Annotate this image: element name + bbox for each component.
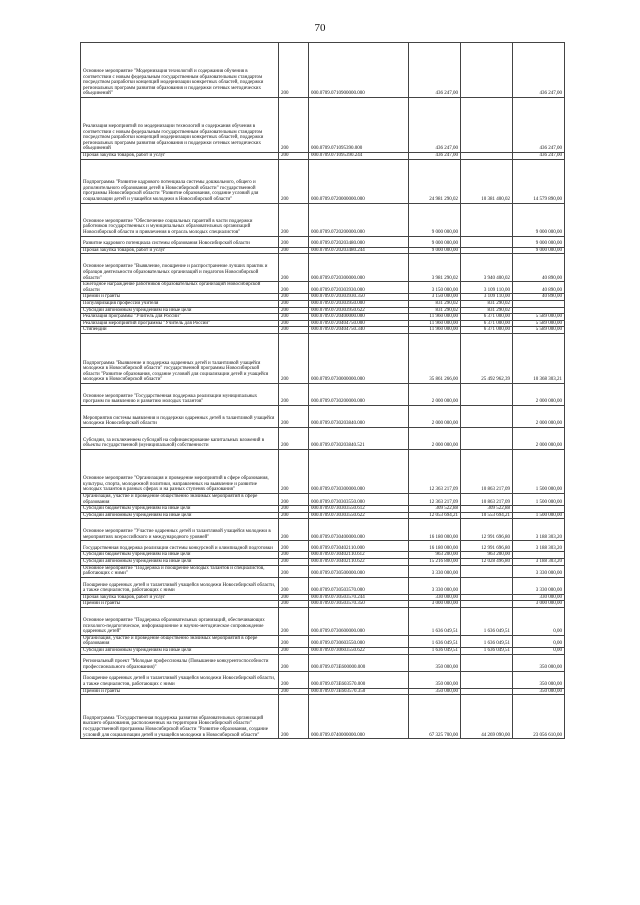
ministry-code-cell: 200	[279, 320, 309, 327]
classification-code-cell: 000.0709.0720303950.622	[309, 307, 409, 314]
ministry-code-cell: 200	[279, 493, 309, 505]
expense-name-cell: Прочая закупка товаров, работ и услуг	[81, 594, 279, 601]
regional-amount-cell: 23 056 610,00	[513, 695, 565, 739]
regional-amount-cell: 5 589 000,00	[513, 320, 565, 327]
classification-code-cell: 000.0709.0730600000.000	[309, 607, 409, 635]
regional-amount-cell: 1 500 000,00	[513, 512, 565, 519]
table-row	[81, 427, 565, 449]
classification-code-cell: 000.0709.0720300000.000	[309, 254, 409, 282]
table-row	[81, 327, 565, 334]
table-row	[81, 282, 565, 294]
total-amount-cell: 35 861 266,00	[409, 333, 461, 383]
classification-code-cell: 000.0709.0730402110.622	[309, 558, 409, 565]
classification-code-cell: 000.0709.0720203480.244	[309, 247, 409, 254]
table-row	[81, 577, 565, 594]
classification-code-cell: 000.0709.0730402110.612	[309, 552, 409, 559]
total-amount-cell: 963 200,00	[409, 552, 461, 559]
ministry-code-cell: 200	[279, 300, 309, 307]
total-amount-cell: 12 053 694,21	[409, 512, 461, 519]
expense-name-cell: Ежегодное награждение работников образовательных организаций Новосибирской области	[81, 282, 279, 294]
regional-amount-cell: 5 589 000,00	[513, 314, 565, 321]
table-row	[81, 565, 565, 577]
expense-name-cell: Премии и гранты	[81, 294, 279, 301]
ministry-code-cell: 200	[279, 688, 309, 695]
classification-code-cell: 000.0709.0720400000.000	[309, 314, 409, 321]
classification-code-cell: 000.0709.071095390.000	[309, 98, 409, 153]
regional-amount-cell: 2 000 000,00	[513, 383, 565, 405]
regional-amount-cell: 0,00	[513, 607, 565, 635]
total-amount-cell: 9 000 000,00	[409, 236, 461, 247]
table-row	[81, 512, 565, 519]
ministry-code-cell: 200	[279, 307, 309, 314]
federal-amount-cell: 3 109 110,00	[461, 294, 513, 301]
ministry-code-cell: 200	[279, 333, 309, 383]
total-amount-cell: 3 330 000,00	[409, 565, 461, 577]
ministry-code-cell: 200	[279, 247, 309, 254]
total-amount-cell: 67 325 700,00	[409, 695, 461, 739]
ministry-code-cell: 200	[279, 648, 309, 655]
classification-code-cell: 000.0709.0730400000.000	[309, 519, 409, 541]
federal-amount-cell: 10 553 694,21	[461, 512, 513, 519]
ministry-code-cell: 200	[279, 671, 309, 688]
ministry-code-cell: 200	[279, 449, 309, 493]
federal-amount-cell	[461, 153, 513, 160]
ministry-code-cell: 200	[279, 314, 309, 321]
ministry-code-cell: 200	[279, 695, 309, 739]
expense-name-cell: Основное мероприятие "Выявление, поощрение и распространение лучших практик и образцов деятельности образовательных организаций и педагогов Новосибирской области"	[81, 254, 279, 282]
federal-amount-cell: 3 940 400,02	[461, 254, 513, 282]
classification-code-cell: 000.0709.0730500000.000	[309, 565, 409, 577]
expense-name-cell: Реализация мероприятий программы "Учитель для России"	[81, 320, 279, 327]
federal-amount-cell: 1 636 049,51	[461, 607, 513, 635]
expense-name-cell: Организация, участие и проведение общественно значимых мероприятий в сфере образования	[81, 635, 279, 647]
federal-amount-cell	[461, 654, 513, 671]
classification-code-cell: 000.0709.0720404750.000	[309, 320, 409, 327]
federal-amount-cell: 10 863 217,09	[461, 493, 513, 505]
classification-code-cell: 000.0709.0720303930.000	[309, 282, 409, 294]
expense-name-cell: Прочая закупка товаров, работ и услуг	[81, 247, 279, 254]
table-row	[81, 307, 565, 314]
federal-amount-cell	[461, 688, 513, 695]
total-amount-cell: 1 636 049,51	[409, 648, 461, 655]
table-row	[81, 506, 565, 513]
regional-amount-cell: 3 330 000,00	[513, 577, 565, 594]
expense-name-cell: Премии и гранты	[81, 688, 279, 695]
federal-amount-cell	[461, 427, 513, 449]
federal-amount-cell: 1 636 049,51	[461, 635, 513, 647]
federal-amount-cell: 6 371 000,00	[461, 314, 513, 321]
table-row	[81, 254, 565, 282]
regional-amount-cell	[513, 506, 565, 513]
total-amount-cell: 436 247,00	[409, 43, 461, 98]
classification-code-cell: 000.0709.0730303550.622	[309, 512, 409, 519]
federal-amount-cell: 1 636 049,51	[461, 648, 513, 655]
regional-amount-cell: 40 890,00	[513, 294, 565, 301]
table-row	[81, 203, 565, 236]
expense-name-cell: Премии и гранты	[81, 601, 279, 608]
regional-amount-cell: 3 188 303,20	[513, 519, 565, 541]
ministry-code-cell: 200	[279, 512, 309, 519]
regional-amount-cell: 9 000 000,00	[513, 247, 565, 254]
ministry-code-cell: 200	[279, 601, 309, 608]
regional-amount-cell	[513, 552, 565, 559]
table-row	[81, 320, 565, 327]
regional-amount-cell: 3 000 000,00	[513, 601, 565, 608]
expense-name-cell: Субсидии автономным учреждениям на иные цели	[81, 307, 279, 314]
expense-name-cell: Стипендии	[81, 327, 279, 334]
table-row	[81, 300, 565, 307]
regional-amount-cell: 436 247,00	[513, 43, 565, 98]
regional-amount-cell: 1 500 000,00	[513, 449, 565, 493]
table-row	[81, 688, 565, 695]
federal-amount-cell: 963 200,00	[461, 552, 513, 559]
total-amount-cell: 24 981 290,02	[409, 159, 461, 203]
table-row	[81, 493, 565, 505]
total-amount-cell: 9 000 000,00	[409, 203, 461, 236]
total-amount-cell: 11 960 000,00	[409, 320, 461, 327]
table-row	[81, 314, 565, 321]
budget-table	[80, 42, 565, 739]
federal-amount-cell: 309 522,88	[461, 506, 513, 513]
regional-amount-cell: 350 000,00	[513, 671, 565, 688]
ministry-code-cell: 200	[279, 294, 309, 301]
table-row	[81, 601, 565, 608]
regional-amount-cell: 2 000 000,00	[513, 405, 565, 427]
table-row	[81, 635, 565, 647]
regional-amount-cell: 1 500 000,00	[513, 493, 565, 505]
table-row	[81, 519, 565, 541]
table-row	[81, 648, 565, 655]
total-amount-cell: 309 522,88	[409, 506, 461, 513]
ministry-code-cell: 200	[279, 405, 309, 427]
classification-code-cell: 000.0709.0720203480.000	[309, 236, 409, 247]
expense-name-cell: Основное мероприятие "Поддержка образовательных организаций, обеспечивающих психолого-педагогическое, информационное и научно-методическое сопровождение одаренных детей"	[81, 607, 279, 635]
classification-code-cell: 000.0709.0730203840.521	[309, 427, 409, 449]
classification-code-cell: 000.0709.0720000000.000	[309, 159, 409, 203]
classification-code-cell: 000.0709.0730300000.000	[309, 449, 409, 493]
ministry-code-cell: 200	[279, 98, 309, 153]
total-amount-cell: 11 960 000,00	[409, 327, 461, 334]
table-row	[81, 594, 565, 601]
expense-name-cell: Реализация мероприятий по модернизации технологий и содержания обучения в соответствии с новым федеральным государственным образовательным стандартом посредством разработки концепций модернизации конкретных областей, поддержки региональных программ развития образования и поддержки сетевых методических объединений	[81, 98, 279, 153]
total-amount-cell: 2 000 000,00	[409, 427, 461, 449]
expense-name-cell: Прочая закупка товаров, работ и услуг	[81, 153, 279, 160]
table-row	[81, 541, 565, 552]
regional-amount-cell: 14 579 890,00	[513, 159, 565, 203]
regional-amount-cell: 40 890,00	[513, 254, 565, 282]
classification-code-cell: 000.0709.073E603570.350	[309, 688, 409, 695]
expense-name-cell: Основное мероприятие "Обеспечение социальных гарантий в части поддержки работников государственных и муниципальных образовательных организаций Новосибирской области и привлечения в отрасль молодых специалистов"	[81, 203, 279, 236]
table-row	[81, 552, 565, 559]
federal-amount-cell	[461, 383, 513, 405]
ministry-code-cell: 200	[279, 541, 309, 552]
federal-amount-cell: 25 492 962,39	[461, 333, 513, 383]
table-row	[81, 695, 565, 739]
total-amount-cell: 3 000 000,00	[409, 601, 461, 608]
expense-name-cell: Организация, участие и проведение общественно значимых мероприятий в сфере образования	[81, 493, 279, 505]
classification-code-cell: 000.0709.073E603570.000	[309, 671, 409, 688]
total-amount-cell: 1 636 049,51	[409, 635, 461, 647]
total-amount-cell: 16 180 000,00	[409, 519, 461, 541]
classification-code-cell: 000.0709.0730402110.000	[309, 541, 409, 552]
expense-name-cell: Основное мероприятие "Организация и проведение мероприятий в сфере образования, культуры, спорта, молодежной политики, направленных на выявление и развитие молодых талантов в разных сферах и на разных ступенях образования"	[81, 449, 279, 493]
ministry-code-cell: 200	[279, 43, 309, 98]
federal-amount-cell: 831 290,02	[461, 307, 513, 314]
ministry-code-cell: 200	[279, 519, 309, 541]
federal-amount-cell	[461, 236, 513, 247]
expense-name-cell: Подпрограмма "Развитие кадрового потенциала системы дошкольного, общего и дополнительного образования детей в Новосибирской области" государственной программы Новосибирской области "Развитие образования, создание условий для социализации детей и учащейся молодежи в Новосибирской области"	[81, 159, 279, 203]
regional-amount-cell: 40 890,00	[513, 282, 565, 294]
total-amount-cell: 1 636 049,51	[409, 607, 461, 635]
regional-amount-cell: 0,00	[513, 635, 565, 647]
ministry-code-cell: 200	[279, 552, 309, 559]
regional-amount-cell: 436 247,00	[513, 153, 565, 160]
federal-amount-cell: 831 290,02	[461, 300, 513, 307]
regional-amount-cell: 3 330 000,00	[513, 565, 565, 577]
expense-name-cell: Основное мероприятие "Участие одаренных детей и талантливой учащейся молодежи в мероприятиях всероссийского и международного уровней"	[81, 519, 279, 541]
regional-amount-cell: 2 000 000,00	[513, 427, 565, 449]
page-number: 70	[314, 22, 326, 34]
federal-amount-cell	[461, 43, 513, 98]
classification-code-cell: 000.0709.0710900000.000	[309, 43, 409, 98]
regional-amount-cell: 436 247,00	[513, 98, 565, 153]
expense-name-cell: Субсидии бюджетным учреждениям на иные цели	[81, 506, 279, 513]
regional-amount-cell: 10 368 303,21	[513, 333, 565, 383]
ministry-code-cell: 200	[279, 654, 309, 671]
federal-amount-cell	[461, 577, 513, 594]
classification-code-cell: 000.0709.0730203840.000	[309, 405, 409, 427]
total-amount-cell: 16 180 000,00	[409, 541, 461, 552]
ministry-code-cell: 200	[279, 159, 309, 203]
expense-name-cell: Субсидии автономным учреждениям на иные цели	[81, 512, 279, 519]
table-row	[81, 153, 565, 160]
table-row	[81, 405, 565, 427]
federal-amount-cell: 10 381 400,02	[461, 159, 513, 203]
expense-name-cell: Субсидии, за исключением субсидий на софинансирование капитальных вложений в объекты государственной (муниципальной) собственности	[81, 427, 279, 449]
total-amount-cell: 3 150 000,00	[409, 282, 461, 294]
classification-code-cell: 000.0709.0720404750.340	[309, 327, 409, 334]
total-amount-cell: 436 247,00	[409, 98, 461, 153]
expense-name-cell: Реализация программы "Учитель для России"	[81, 314, 279, 321]
federal-amount-cell: 12 028 496,80	[461, 558, 513, 565]
total-amount-cell: 12 363 217,09	[409, 493, 461, 505]
classification-code-cell: 000.0709.0730603550.622	[309, 648, 409, 655]
classification-code-cell: 000.0709.073E600000.000	[309, 654, 409, 671]
expense-name-cell: Государственная поддержка реализации системы конкурсной и олимпиадной подготовки	[81, 541, 279, 552]
classification-code-cell: 000.0709.0730503570.000	[309, 577, 409, 594]
regional-amount-cell: 5 589 000,00	[513, 327, 565, 334]
regional-amount-cell: 9 000 000,00	[513, 236, 565, 247]
table-row	[81, 98, 565, 153]
total-amount-cell: 2 000 000,00	[409, 405, 461, 427]
classification-code-cell: 000.0709.0720303950.000	[309, 300, 409, 307]
expense-name-cell: Субсидии бюджетным учреждениям на иные цели	[81, 552, 279, 559]
table-row	[81, 558, 565, 565]
expense-name-cell: Развитие кадрового потенциала системы образования Новосибирской области	[81, 236, 279, 247]
classification-code-cell: 000.0709.0730000000.000	[309, 333, 409, 383]
federal-amount-cell: 6 371 000,00	[461, 320, 513, 327]
classification-code-cell: 000.0709.0740000000.000	[309, 695, 409, 739]
total-amount-cell: 350 000,00	[409, 654, 461, 671]
classification-code-cell: 000.0709.0730303550.612	[309, 506, 409, 513]
budget-table-body	[81, 43, 565, 739]
ministry-code-cell: 200	[279, 594, 309, 601]
classification-code-cell: 000.0709.0730503570.350	[309, 601, 409, 608]
total-amount-cell: 3 981 290,02	[409, 254, 461, 282]
federal-amount-cell: 12 991 696,80	[461, 519, 513, 541]
expense-name-cell: Основное мероприятие "Модернизация технологий и содержания обучения в соответствии с новым федеральным государственным образовательным стандартом посредством разработки концепций модернизации конкретных областей, поддержки региональных программ развития образования и поддержки сетевых методических объединений"	[81, 43, 279, 98]
total-amount-cell: 12 363 217,09	[409, 449, 461, 493]
expense-name-cell: Мероприятия системы выявления и поддержки одаренных детей в талантливой учащейся молодежи Новосибирской области	[81, 405, 279, 427]
expense-name-cell: Региональный проект "Молодые профессионалы (Повышение конкурентоспособности профессионального образования)"	[81, 654, 279, 671]
classification-code-cell: 000.0709.0730603550.000	[309, 635, 409, 647]
ministry-code-cell: 200	[279, 506, 309, 513]
table-row	[81, 333, 565, 383]
expense-name-cell: Основное мероприятие "Государственная поддержка реализации муниципальных программ по выявлению и развитию молодых талантов"	[81, 383, 279, 405]
ministry-code-cell: 200	[279, 327, 309, 334]
table-row	[81, 654, 565, 671]
regional-amount-cell: 350 000,00	[513, 688, 565, 695]
expense-name-cell: Субсидии автономным учреждениям на иные цели	[81, 648, 279, 655]
ministry-code-cell: 200	[279, 203, 309, 236]
table-row	[81, 159, 565, 203]
federal-amount-cell	[461, 247, 513, 254]
table-row	[81, 247, 565, 254]
ministry-code-cell: 200	[279, 236, 309, 247]
table-row	[81, 607, 565, 635]
classification-code-cell: 000.0709.0730303550.000	[309, 493, 409, 505]
total-amount-cell: 831 290,02	[409, 300, 461, 307]
total-amount-cell: 831 290,02	[409, 307, 461, 314]
ministry-code-cell: 200	[279, 607, 309, 635]
table-row	[81, 671, 565, 688]
regional-amount-cell: 9 000 000,00	[513, 203, 565, 236]
table-row	[81, 294, 565, 301]
total-amount-cell: 15 216 800,00	[409, 558, 461, 565]
total-amount-cell: 330 000,00	[409, 594, 461, 601]
regional-amount-cell: 350 000,00	[513, 654, 565, 671]
expense-name-cell: Подпрограмма "Выявление и поддержка одаренных детей и талантливой учащейся молодежи в Новосибирской области" государственной программы Новосибирской области "Развитие образования, создание условий для социализации детей и учащейся молодежи в Новосибирской области"	[81, 333, 279, 383]
expense-name-cell: Популяризация профессии учителя	[81, 300, 279, 307]
expense-name-cell: Подпрограмма "Государственная поддержка развития образовательных организаций высшего образования, расположенных на территории Новосибирской области" государственной программы Новосибирской области "Развитие образования, создание условий для социализации детей и учащейся молодежи в Новосибирской области"	[81, 695, 279, 739]
regional-amount-cell: 0,00	[513, 648, 565, 655]
expense-name-cell: Поощрение одаренных детей и талантливой учащейся молодежи Новосибирской области, а также специалистов, работающих с ними	[81, 577, 279, 594]
total-amount-cell: 3 150 000,00	[409, 294, 461, 301]
ministry-code-cell: 200	[279, 282, 309, 294]
federal-amount-cell: 44 269 090,00	[461, 695, 513, 739]
federal-amount-cell	[461, 594, 513, 601]
classification-code-cell: 000.0709.0720200000.000	[309, 203, 409, 236]
ministry-code-cell: 200	[279, 254, 309, 282]
classification-code-cell: 000.0709.0730200000.000	[309, 383, 409, 405]
federal-amount-cell	[461, 565, 513, 577]
ministry-code-cell: 200	[279, 577, 309, 594]
federal-amount-cell: 6 371 000,00	[461, 327, 513, 334]
table-row	[81, 449, 565, 493]
regional-amount-cell: 3 188 303,20	[513, 558, 565, 565]
classification-code-cell: 000.0709.071095390.244	[309, 153, 409, 160]
ministry-code-cell: 200	[279, 565, 309, 577]
federal-amount-cell	[461, 405, 513, 427]
regional-amount-cell	[513, 300, 565, 307]
table-row	[81, 236, 565, 247]
expense-name-cell: Поощрение одаренных детей и талантливой учащейся молодежи Новосибирской области, а также специалистов, работающих с ними	[81, 671, 279, 688]
total-amount-cell: 11 960 000,00	[409, 314, 461, 321]
total-amount-cell: 350 000,00	[409, 671, 461, 688]
ministry-code-cell: 200	[279, 153, 309, 160]
ministry-code-cell: 200	[279, 635, 309, 647]
regional-amount-cell	[513, 307, 565, 314]
ministry-code-cell: 200	[279, 558, 309, 565]
ministry-code-cell: 200	[279, 427, 309, 449]
regional-amount-cell: 330 000,00	[513, 594, 565, 601]
total-amount-cell: 350 000,00	[409, 688, 461, 695]
total-amount-cell: 3 330 000,00	[409, 577, 461, 594]
federal-amount-cell	[461, 601, 513, 608]
federal-amount-cell: 3 109 110,00	[461, 282, 513, 294]
classification-code-cell: 000.0709.0730503570.244	[309, 594, 409, 601]
total-amount-cell: 436 247,00	[409, 153, 461, 160]
classification-code-cell: 000.0709.0720303930.350	[309, 294, 409, 301]
total-amount-cell: 2 000 000,00	[409, 383, 461, 405]
federal-amount-cell	[461, 671, 513, 688]
regional-amount-cell: 3 188 303,20	[513, 541, 565, 552]
federal-amount-cell: 12 991 696,80	[461, 541, 513, 552]
federal-amount-cell: 10 863 217,09	[461, 449, 513, 493]
federal-amount-cell	[461, 203, 513, 236]
total-amount-cell: 9 000 000,00	[409, 247, 461, 254]
federal-amount-cell	[461, 98, 513, 153]
table-row	[81, 43, 565, 98]
expense-name-cell: Основное мероприятие "Поддержка и поощрение молодых талантов и специалистов, работающих с ними"	[81, 565, 279, 577]
table-row	[81, 383, 565, 405]
expense-name-cell: Субсидии автономным учреждениям на иные цели	[81, 558, 279, 565]
ministry-code-cell: 200	[279, 383, 309, 405]
